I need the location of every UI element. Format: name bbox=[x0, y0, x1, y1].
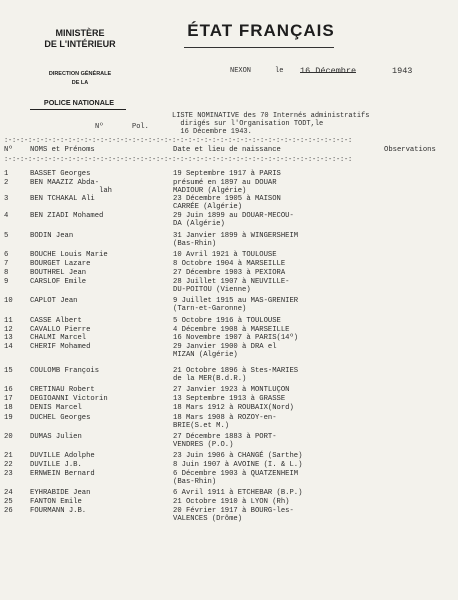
row-number: 2 bbox=[4, 179, 9, 187]
row-birth-details: 21 Octobre 1896 à Stes-MARIES de la MER(B.d.R.) bbox=[173, 367, 299, 383]
ministry-heading: MINISTÈRE DE L'INTÉRIEUR bbox=[44, 28, 116, 49]
row-number: 12 bbox=[4, 326, 13, 334]
row-name: DUVILLE Adolphe bbox=[30, 452, 95, 460]
column-number: Nº bbox=[4, 146, 13, 154]
row-number: 19 bbox=[4, 414, 13, 422]
row-name: BEN MAAZIZ Abda- lah bbox=[30, 179, 112, 195]
file-reference-label: Pol. bbox=[132, 123, 149, 131]
row-name: BOURGET Lazare bbox=[30, 260, 91, 268]
row-birth-details: 4 Décembre 1908 à MARSEILLE bbox=[173, 326, 290, 334]
row-birth-details: 19 Septembre 1917 à PARIS bbox=[173, 170, 281, 178]
state-underline bbox=[184, 47, 334, 48]
police-underline bbox=[30, 109, 126, 110]
struck-date: 16 Décembre bbox=[300, 66, 357, 76]
row-name: BEN ZIADI Mohamed bbox=[30, 212, 104, 220]
row-number: 7 bbox=[4, 260, 9, 268]
row-name: COULOMB François bbox=[30, 367, 100, 375]
row-birth-details: 16 Novembre 1907 à PARIS(14º) bbox=[173, 334, 299, 342]
row-birth-details: 18 Mars 1908 à ROZOY-en- BRIE(S.et M.) bbox=[173, 414, 277, 430]
state-title: ÉTAT FRANÇAIS bbox=[187, 21, 335, 40]
date-year: 1943 bbox=[392, 66, 413, 76]
row-name: CASSE Albert bbox=[30, 317, 82, 325]
row-number: 11 bbox=[4, 317, 13, 325]
row-name: CHALMI Marcel bbox=[30, 334, 87, 342]
row-birth-details: présumé en 1897 au DOUAR MADIOUR (Algérie) bbox=[173, 179, 277, 195]
row-number: 1 bbox=[4, 170, 9, 178]
row-name: CRETINAU Robert bbox=[30, 386, 95, 394]
row-number: 13 bbox=[4, 334, 13, 342]
row-birth-details: 23 Juin 1906 à CHANGÉ (Sarthe) bbox=[173, 452, 303, 460]
row-birth-details: 29 Janvier 1900 à DRA el MIZAN (Algérie) bbox=[173, 343, 277, 359]
row-name: DUCHEL Georges bbox=[30, 414, 91, 422]
row-name: CAVALLO Pierre bbox=[30, 326, 91, 334]
column-birth: Date et lieu de naissance bbox=[173, 146, 281, 154]
place-le: le bbox=[275, 67, 284, 75]
column-observations: Observations bbox=[384, 146, 436, 154]
row-number: 26 bbox=[4, 507, 13, 515]
top-separator: :-:-:-:-:-:-:-:-:-:-:-:-:-:-:-:-:-:-:-:-:-:-:-:-:-:-:-:-:-:-:-:-:-:-:-:-:-:-:-:-:-:-:-: bbox=[4, 137, 353, 145]
row-birth-details: 21 Octobre 1910 à LYON (Rh) bbox=[173, 498, 290, 506]
row-birth-details: 27 Décembre 1883 à PORT- VENDRES (P.O.) bbox=[173, 433, 277, 449]
row-name: BODIN Jean bbox=[30, 232, 74, 240]
row-number: 25 bbox=[4, 498, 13, 506]
row-birth-details: 8 Octobre 1904 à MARSEILLE bbox=[173, 260, 286, 268]
row-number: 14 bbox=[4, 343, 13, 351]
row-number: 23 bbox=[4, 470, 13, 478]
row-number: 9 bbox=[4, 278, 9, 286]
row-birth-details: 23 Décembre 1905 à MAISON CARRÉE (Algérie) bbox=[173, 195, 281, 211]
row-number: 5 bbox=[4, 232, 9, 240]
row-birth-details: 18 Mars 1912 à ROUBAIX(Nord) bbox=[173, 404, 294, 412]
row-birth-details: 5 Octobre 1916 à TOULOUSE bbox=[173, 317, 281, 325]
row-birth-details: 9 Juillet 1915 au MAS-GRENIER (Tarn-et-Garonne) bbox=[173, 297, 299, 313]
row-number: 8 bbox=[4, 269, 9, 277]
column-names: NOMS et Prénoms bbox=[30, 146, 95, 154]
row-birth-details: 13 Septembre 1913 à GRASSE bbox=[173, 395, 286, 403]
row-name: FOURMANN J.B. bbox=[30, 507, 87, 515]
row-birth-details: 27 Janvier 1923 à MONTLUÇON bbox=[173, 386, 290, 394]
row-birth-details: 31 Janvier 1899 à WINGERSHEIM (Bas-Rhin) bbox=[173, 232, 299, 248]
row-name: BASSET Georges bbox=[30, 170, 91, 178]
place-name: NEXON bbox=[230, 67, 252, 75]
row-birth-details: 6 Décembre 1903 à QUATZENHEIM (Bas-Rhin) bbox=[173, 470, 299, 486]
row-number: 20 bbox=[4, 433, 13, 441]
police-heading: POLICE NATIONALE bbox=[43, 98, 115, 107]
header-separator: :-:-:-:-:-:-:-:-:-:-:-:-:-:-:-:-:-:-:-:-:-:-:-:-:-:-:-:-:-:-:-:-:-:-:-:-:-:-:-:-:-:-:-: bbox=[4, 156, 353, 164]
row-name: CARSLOF Emile bbox=[30, 278, 87, 286]
row-number: 6 bbox=[4, 251, 9, 259]
row-name: EYHRABIDE Jean bbox=[30, 489, 91, 497]
row-name: FANTON Emile bbox=[30, 498, 82, 506]
row-birth-details: 8 Juin 1907 à AVOINE (I. & L.) bbox=[173, 461, 303, 469]
row-name: CAPLOT Jean bbox=[30, 297, 78, 305]
row-number: 4 bbox=[4, 212, 9, 220]
row-number: 22 bbox=[4, 461, 13, 469]
row-number: 10 bbox=[4, 297, 13, 305]
number-label: Nº bbox=[95, 123, 104, 131]
row-name: DEGIOANNI Victorin bbox=[30, 395, 108, 403]
row-name: DUMAS Julien bbox=[30, 433, 82, 441]
list-title: LISTE NOMINATIVE des 70 Internés administratifs dirigés sur l'Organisation TODT,le 16 Décembre 1943. bbox=[172, 112, 370, 136]
row-birth-details: 27 Décembre 1903 à PEXIORA bbox=[173, 269, 286, 277]
row-name: BOUCHE Louis Marie bbox=[30, 251, 108, 259]
row-number: 16 bbox=[4, 386, 13, 394]
row-birth-details: 6 Avril 1911 à ETCHEBAR (B.P.) bbox=[173, 489, 303, 497]
row-number: 24 bbox=[4, 489, 13, 497]
row-number: 17 bbox=[4, 395, 13, 403]
row-number: 18 bbox=[4, 404, 13, 412]
row-number: 3 bbox=[4, 195, 9, 203]
row-birth-details: 28 Juillet 1907 à NEUVILLE- DU-POITOU (Vienne) bbox=[173, 278, 290, 294]
row-birth-details: 20 Février 1917 à BOURG-les- VALENCES (Drôme) bbox=[173, 507, 294, 523]
row-name: BEN TCHAKAL Ali bbox=[30, 195, 95, 203]
row-name: ERNWEIN Bernard bbox=[30, 470, 95, 478]
row-name: CHERIF Mohamed bbox=[30, 343, 91, 351]
row-name: DUVILLE J.B. bbox=[30, 461, 82, 469]
directorate-heading: DIRECTION GÉNÉRALE DE LA bbox=[48, 71, 112, 86]
row-number: 15 bbox=[4, 367, 13, 375]
row-number: 21 bbox=[4, 452, 13, 460]
row-birth-details: 29 Juin 1899 au DOUAR-MECOU- DA (Algérie) bbox=[173, 212, 294, 228]
row-birth-details: 10 Avril 1921 à TOULOUSE bbox=[173, 251, 277, 259]
row-name: BOUTHREL Jean bbox=[30, 269, 87, 277]
row-name: DENIS Marcel bbox=[30, 404, 82, 412]
